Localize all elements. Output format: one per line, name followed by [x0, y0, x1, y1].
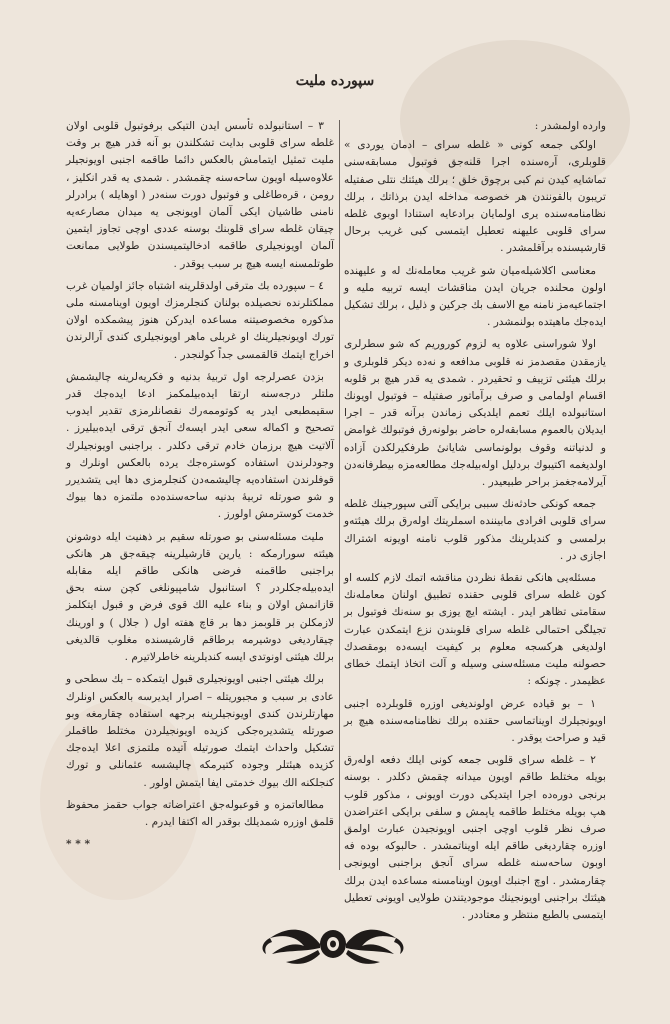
signature-stars: * * * — [66, 838, 90, 851]
paragraph: مطالعاتمزه و قوعبولەجق اعتراضاتە جواب حقمز محفوظ قلمق اوزرە شمدیلك بوقدر اله اکتفا ایدرم . — [66, 798, 334, 828]
column-heading: وارده اولمشدر : — [534, 120, 606, 132]
paragraph: بزدن عصرلرجە اول تربیهٔ بدنیە و فکریەلرینە چالیشمش ملتلر درجەسنە ارتقا ایدەبیلمکمز ادعا ایدەجك قدر سقیمطبعی ایدر یە کوتوممەرك نقصانلرمزی تقدیر ایدوب تصحیح و اکماله سعی ایدر ایسەك آنجق ترقی ایدەبیلیرز . آلاتیت هیچ برزمان خادم ترقی دکلدر . براجنبی اویونجیلرك وجودلرندن استفادە کوسترەجك یردە بالعکس اونلرك و قوفلرندن استفادەیە چالیشمەدن کنجلرمزی دها ایی یتشدیرر و شو صورتلە تربیهٔ بدنیە ساحەسندەدە ملتمزە دها بیوك خدمت کوسترمش اولورز . — [66, 370, 334, 521]
column-divider — [339, 120, 340, 870]
paragraph: ملیت مسئلەسنی بو صورتلە سقیم بر ذهنیت ایلە دوشونن هیئتە سورارمکە : یارین قارشیلرینە چیقەجق هر هانکی براجنبی طاقمنه فرضی هانکی طاقم ایلە مقابلە ایدەبیلەجکلردر ؟ استانبول شامپیونلغی کچن سنە بحق قازانمش اولان و بناء علیه الك قوی فرض و قبول ایتکلمز لازمکلن بر قلوبمز دها بر قاچ هفته اول ( جلال ) و اورینك چیقاردیغی دوشیرمە برطاقم قارشیسندە مغلوب قالدیغی برلك هیئتی اونوتدی ایسە کندیلرینە خاطرلاتیرم . — [66, 530, 334, 664]
left-column — [66, 118, 334, 878]
paragraph: مسئلەیی هانکی نقطۀ نظردن مناقشە اتمك لازم کلسە او کون غلطە سرای قلوبی حقندە تطبیق اولنان معاملەنك سقامتی تظاهر ایدر . ایشتە ایچ یوزی بو سنەنك فوتبول بر تجیلگی احتمالی غلطە سرای قلوبندن نزع ایتمکدن عبارت اولدیغی هرکسجە معلوم بر کیفیت ایسەدە بومقصدك حصولنە ملیت مسئلەسنی وسیلە و آلت اتخاذ ایتمك خطای عظیمدر . چونکە : — [344, 572, 606, 688]
ornament-icon — [258, 920, 408, 968]
paragraph: ٤ – سپوردە بك مترقی اولدقلرینە اشتباه جائز اولمیان غرب مملکتلرندە نحصیلدە بولنان کنجلرمزك اویون اوینامسنە ملی مذکورە مخصوصیتنه مساعدە ایدرکن هنوز پیشمکدە اولان تورك اویونجیلرینك او غربلی ماهر اویونجیلری کندی آرالرندن اخراج ایتمك قالقمسی جداً کولنجدر . — [66, 279, 334, 361]
paragraph: برلك هیئتی اجنبی اویونجیلری قبول ایتمکدە – بك سطحی و عادی بر سبب و مجبوریتله – اصرار ایدیرسە بالعکس اونلرك مهارتلرندن کندی اویونجیلرینه برجهە استفادە چقارمغە وبو صورتلە یتشدیرەجکی کزیدە اویونجیلردن مختلط طاقملر تشکیل واحداث ایتمك صورتیلە آتیدە ملتمزی اعلا ایدەجك کزیدە هیئتلر وجودە کتیرمکە چالیشسە عثمانلی و تورك کنجلکنه الك بیوك خدمتی ایفا ایتمش اولور . — [66, 673, 334, 789]
right-column — [344, 118, 606, 921]
paragraph: ۳ – استانبولدە تأسس ایدن التیکی برفوتبول قلوبی اولان غلطە سرای قلوبی بدایت تشکلندن بو آنە قدر هیچ بر وقت ملیت تمثیل ایتمامش بالعکس دائما طاقمە اجنبی اویونجیلر علاوەسیلە اویون ساحەسنه چقمشدر . شمدی یە قدر انکلیز ، رومن ، قرەطاغلی و فوتبول دورت سنەدر ( اوهایلە ) برادرلر نامنی طاشیان ایکی آلمان اویونجی یە میدان مصارعەیە چیقان غلطە سرای قلوبنك بوسنە عددی اوچی تجاوز ایتمین آلمان اویونجیلری طاقمە ادخالیتمیسندن طولایی ممانعت طوتلمسنە ایسە هیچ بر سبب یوقدر . — [66, 120, 334, 270]
paragraph: معناسی اکلاشیلەمیان شو غریب معاملەنك له و علیهندە اولون محلندە جریان ایدن مناقشات ایسە تربیه ملیە و اجتماعیەمز نامنە مع الاسف بك جرکین و ذلیل ، برلك تشکیل ایدەجك ماهیتدە بولنمشدر . — [344, 264, 606, 329]
paragraph: جمعه کونکی حادثەنك سببی برایکی آلتی سپورجینك غلطە سرای قلوبی افرادی مابیننده اسملریتك اولەرق برلك هیئتەو برلمسی و کندیلرینك مذکور قلوب نامنە اویونە اشتراك اجازی در . — [344, 498, 606, 562]
paragraph: ۱ – بو قیادە عرض اولوندیغی اوزرە قلوبلردە اجنبی اویونجیلرك اویناتماسی حقندە برلك نظامنامەسندە هیچ بر قید و صراحت یوقدر . — [344, 697, 606, 744]
paragraph: ۲ – غلطە سرای قلوبی جمعه کونی ایلك دفعه اولەرق بویلە مختلط طاقم اویون میدانە چقمش دکلدر . بوسنە برنجی دورەدە اجرا ایتدیکی دورت اویونی ، مذکور قلوب هپ بویلە مختلط طاقمە یاپمش و سلفی برایکی اعتراضدن صرف نظر قلوب اوچی اجنبی اویونجیدن عبارت اولمق اوزرە چقاردیغی طاقم ایلە اویناتمشدر . حالبوکە بوده فه اوبون ساحەسنه غلطە سرای آنجق براجنبی اویونجی چقارمشدر . اوچ اجنبك اویون اوینامسنه مساعدە ایدن برلك هیئتك براجنبی اویونجینك موجودیتندن طولایی اویونی تعطیل ایتمسی بالطبع منتظر و معتاددر . — [344, 754, 606, 921]
paragraph: اولا شوراسنی علاوە یە لزوم کوروریم کە شو سطرلری یازمقدن مقصدمز نە قلوبی مدافعە و نەدە دیکر قلوبلری و برلك هیئتی تزییف و تحقیردر . شمدی یە قدر هیچ بر قلوبە اقسام اولمامی و صرف برآماتور صفتیلە – فوتبول اویونك استانبولدە ایلك تعمم ایلدیکی زماندن برآنە قدر – اجرا ایدیلان بالعموم مسابقەلرە حاضر بولونەرق فوتبولك غوامض و لدنیاتنە وقوف بولونماسی شایانیٔ طرفکیرلکدن آزادە اولدیغمە اکتیبوك بردلیل اولەبیلەجك مطالعەمزه بیطرفانەدن آیرلامەجغمز براحر طبیعیدر . — [344, 338, 606, 489]
paragraph: اولکی جمعه کونی « غلطه سرای – ادمان یوردی » قلوبلری، آرەسندە اجرا قلنەجق فوتبول مسابقەسنی تماشایە کیدن نم کبی برچوق خلق ؛ برلك هیئتك نتلی صفتیلە تریبون بالقونندن هر خصوصە مداخلە ایدن برذاتك ، برلك نظامنامەسندە یری اولمایان برادعایە استنادا اوبوی غلطە سرای قلوبی علیهنە تعطیل ایتمسی کبی غریب برحال قارشیسندە برآقلمشدر . — [344, 139, 606, 255]
page-title: سپورده ملیت — [295, 73, 375, 89]
